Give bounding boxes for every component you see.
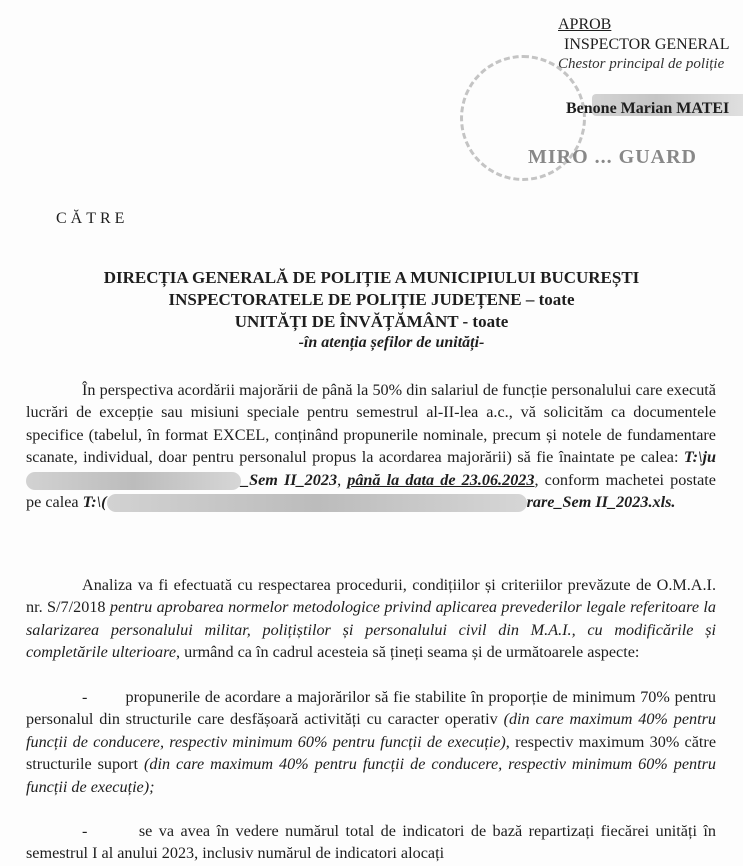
signer-title: INSPECTOR GENERAL <box>564 36 730 53</box>
file-path: _Sem II_2023 <box>241 470 338 489</box>
signer-rank: Chestor principal de poliție <box>558 56 725 72</box>
signer-name: Benone Marian MATEI <box>566 100 730 117</box>
file-path: rare_Sem II_2023.xls. <box>526 493 676 512</box>
paragraph-text: , urmând ca în cadrul acesteia să țineți seama și de următoarele aspecte: <box>176 643 640 662</box>
regulation-title: pentru aprobarea normelor metodologice privind aplicarea prevederilor legale referitoare la salarizarea personalului militar, polițiștilor și personalului civil din M.A.I., cu modificările și completările ulterioare <box>26 598 717 662</box>
bullet-text: (din care maximum 40% pentru funcții de conducere, respectiv minimum 60% pentru funcții de execuție); <box>26 755 716 796</box>
stamp-text: MIRO ... GUARD <box>528 146 697 168</box>
recipient-label: CĂTRE <box>56 210 129 227</box>
addressee: INSPECTORATELE DE POLIȚIE JUDEȚENE – toate <box>168 290 575 309</box>
paragraph-text: În perspectiva acordării majorării de până la 50% din salariul de funcție personalului care execută lucrări de excepție sau misiuni speciale pentru semestrul al-II-lea a.c., vă solicităm ca documentele specifice (tabelul, în format EXCEL, conținând propunerile nominale, precum și notele de fundamentare scanate, individual, doar pentru personalul propus la acordarea majorării) să fie înaintate pe calea: <box>26 381 716 467</box>
official-stamp <box>460 55 586 181</box>
deadline: până la data de 23.06.2023 <box>347 470 535 489</box>
bullet-item <box>26 686 716 798</box>
file-path: T:\( <box>82 493 107 512</box>
approve-label: APROB <box>558 16 612 33</box>
paragraph-analysis <box>26 574 716 664</box>
bullet-text: , respectiv maximum 30% către structurile suport <box>26 732 716 774</box>
paragraph-text: , conform machetei postate pe calea <box>26 470 716 512</box>
file-path: T:\ju <box>683 448 716 467</box>
bullet-dash: - <box>82 688 88 706</box>
addressee: DIRECȚIA GENERALĂ DE POLIȚIE A MUNICIPIULUI BUCUREȘTI <box>103 268 640 287</box>
bullet-text: propunerile de acordare a majorărilor să fie stabilite în proporție de minimum 70% pentru personalul din structurile care desfășoară activități cu caracter operativ <box>26 688 717 729</box>
bullet-dash: - <box>82 822 88 840</box>
bullet-item <box>26 820 716 865</box>
addressee-attention: -în atenția șefilor de unități- <box>298 334 485 351</box>
paragraph-text: Analiza va fi efectuată cu respectarea procedurii, condițiilor și criteriilor prevăzute de O.M.A.I. nr. S/7/2018 <box>26 576 716 617</box>
redaction <box>107 494 527 512</box>
bullet-text: (din care maximum 40% pentru funcții de conducere, respectiv minimum 60% pentru funcții de execuție) <box>26 710 716 751</box>
redaction <box>26 472 241 490</box>
bullet-text: se va avea în vedere numărul total de indicatori de bază repartizați fiecărei unități în semestrul I al anului 2023, inclusiv numărul de indicatori alocați <box>26 822 716 863</box>
paragraph-request: În perspectiva acordării majorării de până la 50% din salariul de funcție personalului care execută lucrări de excepție sau misiuni speciale pentru semestrul al-II-lea a.c., vă solicităm ca documentele specifice (tabelul, în format EXCEL, conținând propunerile nominale, precum și notele de fundamentare scanate, individual, doar pentru personalul propus la acordarea majorării) să fie înaintate pe calea: T:\ju_Sem II_2023, până la data de 23.06.2023, conform machetei postate pe calea T:\( rare_Sem II_2023.xls. <box>26 381 716 512</box>
addressee: UNITĂȚI DE ÎNVĂȚĂMÂNT - toate <box>234 312 509 331</box>
